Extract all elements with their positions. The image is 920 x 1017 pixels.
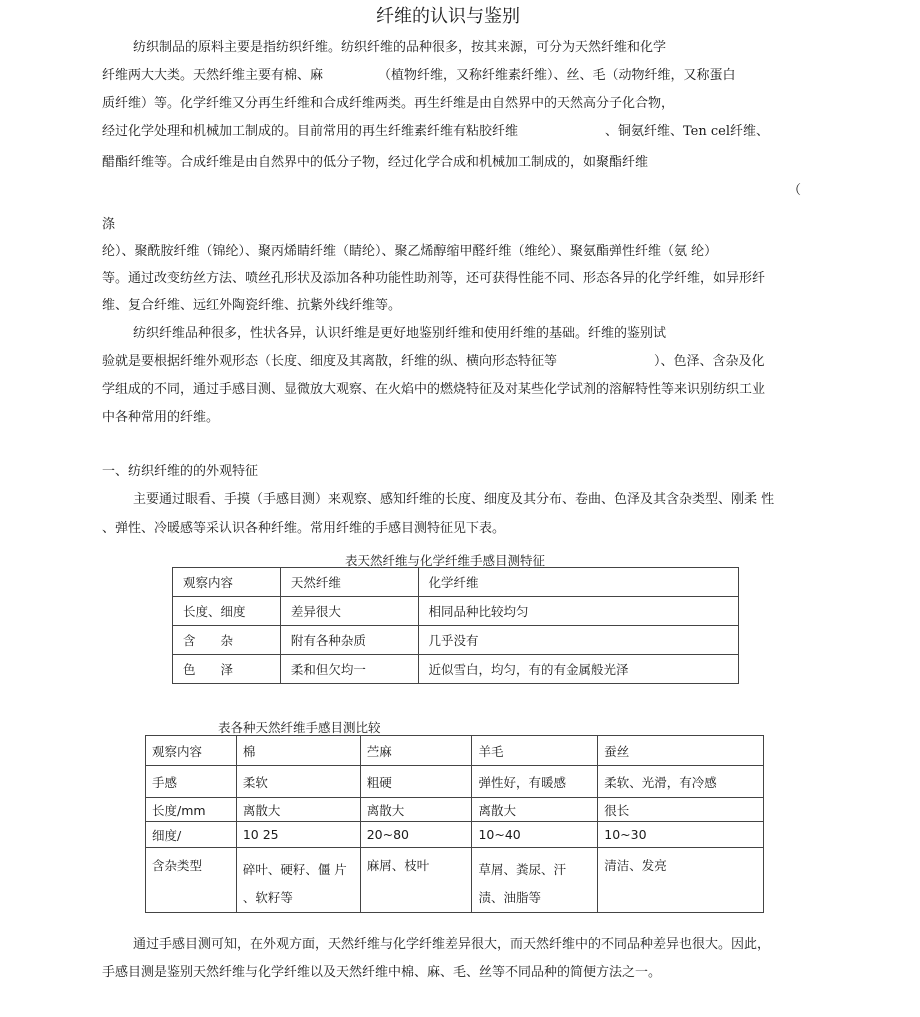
conclusion-line-1: 通过手感目测可知，在外观方面，天然纤维与化学纤维差异很大，而天然纤维中的不同品种差异也很大。因此，	[133, 937, 771, 952]
intro-line-4a: 经过化学处理和机械加工制成的。目前常用的再生纤维素纤维有粘胶纤维	[102, 124, 519, 139]
table-cell: 粗硬	[360, 766, 472, 798]
para2-line-3: 学组成的不同，通过手感目测、显微放大观察、在火焰中的燃烧特征及对某些化学试剂的溶解特性等来识别纺织工业	[102, 382, 766, 397]
table1-caption: 表天然纤维与化学纤维手感目测特征	[345, 553, 546, 568]
table-cell: 离散大	[360, 798, 472, 822]
intro-line-2a: 纤维两大大类。天然纤维主要有棉、麻	[102, 68, 324, 83]
intro-line-4b: 、铜氨纤维、Ten cel纤维、	[605, 124, 769, 139]
table1-header-cell: 天然纤维	[280, 568, 418, 597]
conclusion-line-2: 手感目测是鉴别天然纤维与化学纤维以及天然纤维中棉、麻、毛、丝等不同品种的简便方法之一。	[102, 965, 662, 980]
para2-line-2a: 验就是要根据纤维外观形态（长度、细度及其离散，纤维的纵、横向形态特征等	[102, 354, 558, 369]
intro-line-1: 纺织制品的原料主要是指纺织纤维。纺织纤维的品种很多，按其来源，可分为天然纤维和化学	[133, 40, 667, 55]
table1-header-row	[173, 568, 739, 597]
page-title: 纤维的认识与鉴别	[376, 6, 520, 27]
table-row	[173, 597, 739, 626]
table-cell: 含杂类型	[146, 848, 237, 913]
intro-line-10: 维、复合纤维、远红外陶瓷纤维、抗紫外线纤维等。	[102, 298, 402, 313]
table-cell: 柔和但欠均一	[280, 655, 418, 684]
table-cell: 附有各种杂质	[280, 626, 418, 655]
table1-header-cell: 观察内容	[173, 568, 281, 597]
table-cell	[236, 848, 360, 913]
table-row	[173, 655, 739, 684]
intro-line-8: 纶）、聚酰胺纤维（锦纶）、聚丙烯睛纤维（睛纶）、聚乙烯醇缩甲醛纤维（维纶）、聚氨酯弹性纤维（氨 纶）	[102, 244, 718, 259]
intro-line-6: （	[788, 183, 802, 198]
table-cell: 细度/	[146, 822, 237, 848]
table-cell: 几乎没有	[418, 626, 738, 655]
table-cell: 20~80	[360, 822, 472, 848]
table-row	[173, 626, 739, 655]
table2-header-row	[146, 736, 764, 766]
table1-header-cell: 化学纤维	[418, 568, 738, 597]
table-cell: 很长	[598, 798, 764, 822]
table2-caption: 表各种天然纤维手感目测比较	[218, 720, 381, 735]
table-cell: 清洁、发亮	[598, 848, 764, 913]
cotton-impurity-line-2: 、软籽等	[242, 890, 293, 905]
para2-line-4: 中各种常用的纤维。	[102, 410, 220, 425]
table-cell: 差异很大	[280, 597, 418, 626]
table-cell: 近似雪白，均匀，有的有金属般光泽	[418, 655, 738, 684]
cotton-impurity-line-1: 碎叶、硬籽、僵 片	[242, 862, 347, 877]
intro-line-9: 等。通过改变纺丝方法、喷丝孔形状及添加各种功能性助剂等，还可获得性能不同、形态各异的化学纤维，如异形纤	[102, 271, 766, 286]
table-cell: 手感	[146, 766, 237, 798]
section-line-1: 主要通过眼看、手摸（手感目测）来观察、感知纤维的长度、细度及其分布、卷曲、色泽及其含杂类型、刚柔 性	[133, 492, 775, 507]
table-natural-vs-chemical	[172, 567, 739, 684]
table2-header-cell: 苎麻	[360, 736, 472, 766]
wool-impurity-line-1: 草屑、粪尿、汗	[478, 862, 566, 877]
table-cell: 10 25	[236, 822, 360, 848]
table-cell: 10~30	[598, 822, 764, 848]
wool-impurity-line-2: 渍、油脂等	[478, 890, 541, 905]
table2-header-cell: 蚕丝	[598, 736, 764, 766]
intro-line-2b: （植物纤维，又称纤维素纤维）、丝、毛（动物纤维，又称蛋白	[378, 68, 736, 83]
intro-line-5: 醋酯纤维等。合成纤维是由自然界中的低分子物，经过化学合成和机械加工制成的，如聚酯纤维	[102, 155, 649, 170]
table-natural-fibers	[145, 735, 764, 913]
table2-header-cell: 观察内容	[146, 736, 237, 766]
table-cell: 弹性好，有暖感	[472, 766, 598, 798]
table-row	[146, 848, 764, 913]
table-cell: 长度、细度	[173, 597, 281, 626]
table2-header-cell: 棉	[236, 736, 360, 766]
table-cell: 柔软、光滑，有冷感	[598, 766, 764, 798]
table-cell: 离散大	[236, 798, 360, 822]
section-line-2: 、弹性、冷暖感等采认识各种纤维。常用纤维的手感目测特征见下表。	[102, 521, 506, 536]
table-cell: 含 杂	[173, 626, 281, 655]
table-row	[146, 822, 764, 848]
table-cell: 麻屑、枝叶	[360, 848, 472, 913]
table-cell: 长度/mm	[146, 798, 237, 822]
para2-line-1: 纺织纤维品种很多，性状各异，认识纤维是更好地鉴别纤维和使用纤维的基础。纤维的鉴别试	[133, 326, 667, 341]
table-cell: 离散大	[472, 798, 598, 822]
table-cell: 10~40	[472, 822, 598, 848]
table-cell: 色 泽	[173, 655, 281, 684]
intro-line-3: 质纤维）等。化学纤维又分再生纤维和合成纤维两类。再生纤维是由自然界中的天然高分子化合物，	[102, 96, 675, 111]
para2-line-2b: ）、色泽、含杂及化	[654, 354, 765, 369]
table-row	[146, 798, 764, 822]
table-cell: 相同品种比较均匀	[418, 597, 738, 626]
table2-header-cell: 羊毛	[472, 736, 598, 766]
table-cell: 柔软	[236, 766, 360, 798]
table-cell	[472, 848, 598, 913]
intro-line-7: 涤	[102, 217, 116, 232]
section-heading: 一、纺织纤维的的外观特征	[102, 464, 259, 479]
table-row	[146, 766, 764, 798]
